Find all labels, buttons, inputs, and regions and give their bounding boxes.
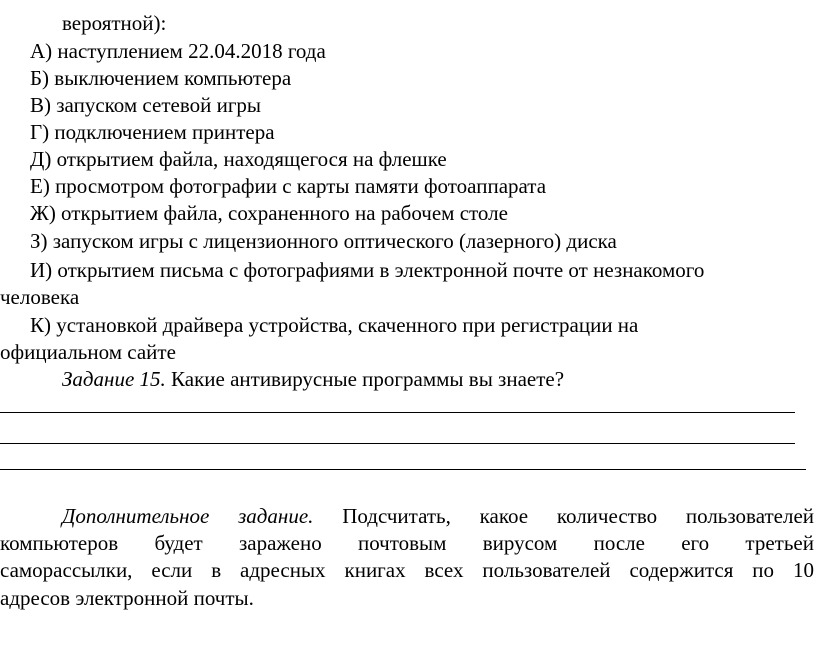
intro-text: вероятной): — [62, 11, 167, 35]
option-k-continued: официальном сайте — [0, 340, 176, 364]
extra-task-label: Дополнительное задание. — [62, 504, 314, 528]
extra-task-text-1: Подсчитать, какое количество пользователей — [342, 504, 815, 528]
option-d: Д) открытием файла, находящегося на флешке — [30, 147, 447, 171]
task15-line — [62, 366, 564, 393]
extra-task-line-3: саморассылки, если в адресных книгах всех пользователей содержится по 10 — [0, 558, 814, 582]
option-a: А) наступлением 22.04.2018 года — [30, 39, 326, 63]
option-e: Е) просмотром фотографии с карты памяти фотоаппарата — [30, 174, 547, 198]
option-zh: Ж) открытием файла, сохраненного на рабочем столе — [30, 201, 508, 225]
task15-question: Какие антивирусные программы вы знаете? — [171, 367, 565, 391]
option-b: Б) выключением компьютера — [30, 66, 292, 90]
option-k: К) установкой драйвера устройства, скаченного при регистрации на — [30, 313, 639, 337]
option-z: З) запуском игры с лицензионного оптического (лазерного) диска — [30, 229, 617, 253]
answer-line-2 — [0, 443, 795, 444]
extra-task-line-2: компьютеров будет заражено почтовым вирусом после его третьей — [0, 531, 814, 555]
option-g: Г) подключением принтера — [30, 120, 275, 144]
task15-label: Задание 15. — [62, 367, 166, 391]
extra-task-line-1 — [62, 503, 814, 530]
extra-task-line-4: адресов электронной почты. — [0, 586, 254, 610]
answer-line-1 — [0, 412, 795, 413]
option-i-continued: человека — [0, 285, 80, 309]
answer-line-3 — [0, 469, 806, 470]
option-v: В) запуском сетевой игры — [30, 93, 262, 117]
option-i: И) открытием письма с фотографиями в электронной почте от незнакомого — [30, 258, 705, 282]
